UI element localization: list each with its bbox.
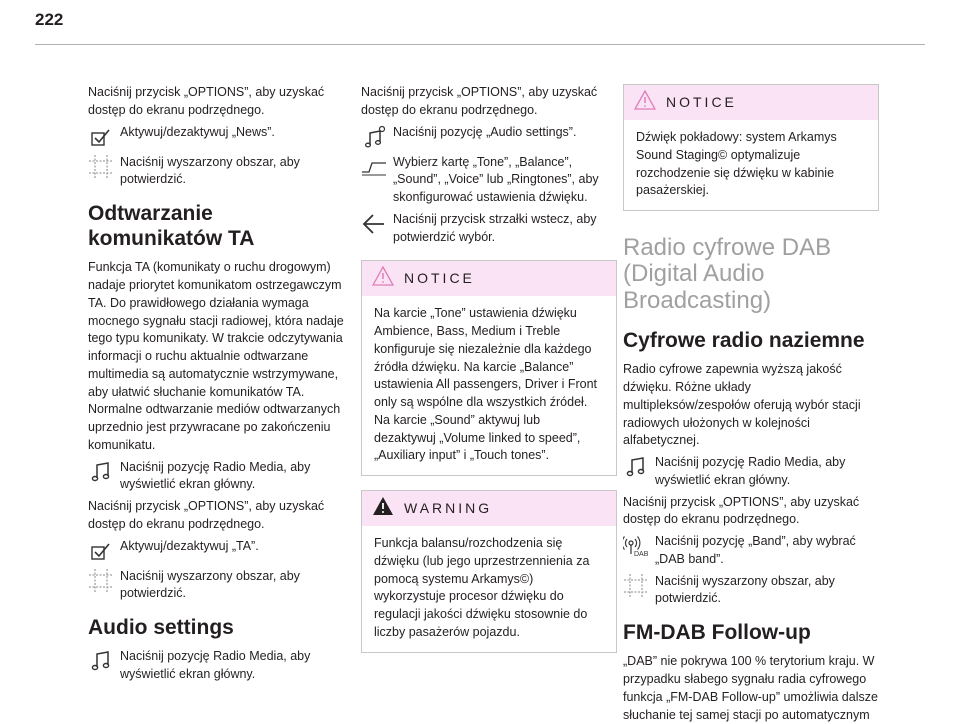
instruction-select bbox=[623, 573, 879, 609]
back-text: Naciśnij przycisk strzałki wstecz, aby potwierdzić wybór. bbox=[393, 211, 597, 244]
terrestrial-body: Radio cyfrowe zapewnia wyższą jakość dźwięku. Różne układy multipleksów/zespołów oferują wybór stacji radiowych ułożonych w kolejności alfabetycznej. bbox=[623, 362, 861, 448]
instruction-band bbox=[623, 533, 879, 569]
top-rule bbox=[35, 44, 925, 45]
column-1 bbox=[88, 84, 344, 688]
instruction-radio-media bbox=[623, 454, 879, 490]
select-text: Naciśnij wyszarzony obszar, aby potwierdzić. bbox=[655, 573, 835, 606]
music-settings-icon bbox=[361, 124, 387, 150]
notice-header bbox=[362, 261, 616, 296]
audio-settings-text: Naciśnij pozycję „Audio settings”. bbox=[393, 124, 577, 139]
instruction-select-2 bbox=[88, 568, 344, 604]
tab-icon bbox=[361, 154, 387, 180]
heading-ta: Odtwarzanie komunikatów TA bbox=[88, 202, 255, 251]
options-text: Naciśnij przycisk „OPTIONS”, aby uzyskać dostęp do ekranu podrzędnego. bbox=[623, 494, 860, 527]
select-text: Naciśnij wyszarzony obszar, aby potwierdzić. bbox=[120, 154, 300, 187]
instruction-tabs bbox=[361, 154, 617, 207]
warning-triangle-icon bbox=[634, 90, 656, 116]
svg-text:DAB: DAB bbox=[634, 551, 649, 559]
audio-radio-media-text: Naciśnij pozycję Radio Media, aby wyświetlić ekran główny. bbox=[120, 649, 311, 682]
instruction-select bbox=[88, 154, 344, 190]
back-arrow-icon bbox=[361, 211, 387, 237]
checkbox-check-icon bbox=[88, 124, 114, 150]
instruction-ta-toggle bbox=[88, 538, 344, 564]
music-note-icon bbox=[88, 459, 114, 485]
notice-title: NOTICE bbox=[404, 269, 475, 286]
notice-body: Dźwięk pokładowy: system Arkamys Sound Staging© optymalizuje rozchodzenie się dźwięku w kabinie pasażerskiej. bbox=[636, 130, 837, 198]
instruction-audio-settings bbox=[361, 124, 617, 150]
tabs-text: Wybierz kartę „Tone”, „Balance”, „Sound”, „Voice” lub „Ringtones”, aby skonfigurować ustawienia dźwięku. bbox=[393, 154, 599, 204]
band-text: Naciśnij pozycję „Band”, aby wybrać „DAB band”. bbox=[655, 534, 856, 566]
radio-media-text: Naciśnij pozycję Radio Media, aby wyświetlić ekran główny. bbox=[655, 455, 846, 487]
options-text: Naciśnij przycisk „OPTIONS”, aby uzyskać dostęp do ekranu podrzędnego. bbox=[361, 85, 598, 117]
warning-box bbox=[361, 490, 617, 653]
column-2 bbox=[361, 84, 617, 667]
warning-triangle-icon bbox=[372, 496, 394, 522]
checkbox-check-icon bbox=[88, 538, 114, 564]
section-title: Radio cyfrowe DAB (Digital Audio Broadcasting) bbox=[623, 234, 832, 314]
warning-triangle-icon bbox=[372, 266, 394, 292]
ta-body: Funkcja TA (komunikaty o ruchu drogowym) nadaje priorytet komunikatom ostrzegawczym TA. Do prawidłowego działania wymaga mocnego sygnału stacji radiowej, która nadaje tego typu komunikaty. W trakcie odczytywania informacji o ruchu aktualnie odtwarzane multimedia są automatycznie wstrzymywane, aby ułatwić słuchanie komunikatów TA. Normalne odtwarzanie mediów odtwarzanych uprzednio jest przywracane po zakończeniu komunikatu. bbox=[88, 260, 344, 452]
notice-box bbox=[623, 84, 879, 211]
grey-area-icon bbox=[88, 568, 114, 594]
notice-title: NOTICE bbox=[666, 93, 737, 110]
warning-title: WARNING bbox=[404, 499, 493, 516]
dab-antenna-icon bbox=[623, 533, 649, 559]
instruction-news bbox=[88, 124, 344, 150]
instruction-radio-media bbox=[88, 459, 344, 495]
page-number: 222 bbox=[35, 10, 64, 29]
music-note-icon bbox=[623, 454, 649, 480]
warning-header bbox=[362, 491, 616, 526]
radio-media-text: Naciśnij pozycję Radio Media, aby wyświetlić ekran główny. bbox=[120, 459, 311, 492]
heading-audio: Audio settings bbox=[88, 616, 234, 640]
ta-toggle-text: Aktywuj/dezaktywuj „TA”. bbox=[120, 538, 259, 553]
heading-terrestrial: Cyfrowe radio naziemne bbox=[623, 329, 865, 353]
notice-box bbox=[361, 260, 617, 476]
followup-body: „DAB” nie pokrywa 100 % terytorium kraju. W przypadku słabego sygnału radia cyfrowego funkcja „FM-DAB Follow-up” umożliwia dalsze słuchanie tej samej stacji po automatycznym bbox=[623, 654, 878, 722]
instruction-audio-radio-media bbox=[88, 648, 344, 684]
intro-text: Naciśnij przycisk „OPTIONS”, aby uzyskać dostęp do ekranu podrzędnego. bbox=[88, 85, 325, 117]
notice-header bbox=[624, 85, 878, 120]
instruction-back bbox=[361, 211, 617, 247]
select-text-2: Naciśnij wyszarzony obszar, aby potwierdzić. bbox=[120, 568, 300, 601]
music-note-icon bbox=[88, 648, 114, 674]
grey-area-icon bbox=[88, 154, 114, 180]
grey-area-icon bbox=[623, 573, 649, 599]
heading-followup: FM-DAB Follow-up bbox=[623, 621, 811, 645]
notice-body: Na karcie „Tone” ustawienia dźwięku Ambience, Bass, Medium i Treble konfiguruje się niezależnie dla każdego źródła dźwięku. Na karcie „Balance” ustawienia All passengers, Driver i Front only są wspólne dla wszystkich źródeł. Na karcie „Sound” aktywuj lub dezaktywuj „Volume linked to speed”, „Auxiliary input” i „Touch tones”. bbox=[374, 306, 598, 463]
warning-body: Funkcja balansu/rozchodzenia się dźwięku (lub jego uprzestrzennienia za pomocą systemu Arkamys©) wykorzystuje procesor dźwięku do regulacji jakości dźwięku stosownie do liczby pasażerów pojazdu. bbox=[374, 536, 590, 639]
options-text: Naciśnij przycisk „OPTIONS”, aby uzyskać dostęp do ekranu podrzędnego. bbox=[88, 499, 325, 531]
news-text: Aktywuj/dezaktywuj „News”. bbox=[120, 124, 275, 139]
column-3 bbox=[623, 84, 879, 724]
